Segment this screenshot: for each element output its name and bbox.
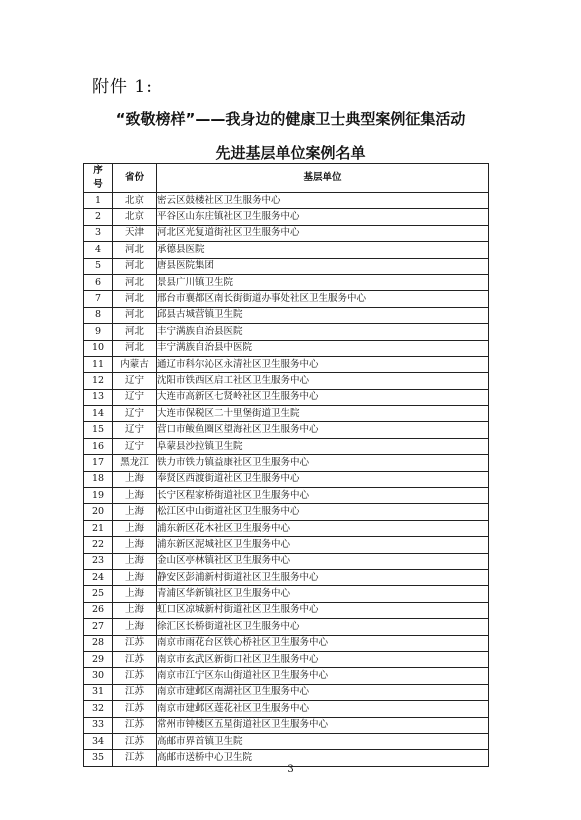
row-number: 15	[84, 422, 113, 438]
table-row	[84, 422, 489, 438]
row-province: 上海	[113, 619, 157, 635]
row-number: 30	[84, 668, 113, 684]
row-number: 27	[84, 619, 113, 635]
row-province: 江苏	[113, 684, 157, 700]
row-number: 18	[84, 471, 113, 487]
header-no	[84, 164, 113, 193]
table-row	[84, 602, 489, 618]
row-number: 5	[84, 258, 113, 274]
row-province: 江苏	[113, 717, 157, 733]
row-province: 上海	[113, 553, 157, 569]
row-unit: 常州市钟楼区五星街道社区卫生服务中心	[157, 717, 489, 733]
table-row	[84, 701, 489, 717]
row-province: 上海	[113, 586, 157, 602]
row-unit: 南京市江宁区东山街道社区卫生服务中心	[157, 668, 489, 684]
table-row	[84, 619, 489, 635]
row-province: 上海	[113, 520, 157, 536]
row-number: 35	[84, 750, 113, 766]
table-row	[84, 373, 489, 389]
row-number: 26	[84, 602, 113, 618]
row-unit: 南京市建邺区南湖社区卫生服务中心	[157, 684, 489, 700]
row-unit: 大连市高新区七贤岭社区卫生服务中心	[157, 389, 489, 405]
row-unit: 南京市建邺区莲花社区卫生服务中心	[157, 701, 489, 717]
row-province: 河北	[113, 274, 157, 290]
row-unit: 密云区鼓楼社区卫生服务中心	[157, 193, 489, 209]
row-number: 19	[84, 488, 113, 504]
row-province: 辽宁	[113, 389, 157, 405]
row-number: 10	[84, 340, 113, 356]
row-unit: 长宁区程家桥街道社区卫生服务中心	[157, 488, 489, 504]
table-header-row	[84, 164, 489, 193]
header-province: 省份	[113, 164, 157, 193]
row-province: 北京	[113, 193, 157, 209]
row-unit: 徐汇区长桥街道社区卫生服务中心	[157, 619, 489, 635]
row-unit: 高邮市界首镇卫生院	[157, 733, 489, 749]
table-row	[84, 389, 489, 405]
row-province: 江苏	[113, 668, 157, 684]
table-row	[84, 635, 489, 651]
row-province: 辽宁	[113, 373, 157, 389]
row-number: 11	[84, 356, 113, 372]
row-number: 3	[84, 225, 113, 241]
header-no-line2: 号	[93, 179, 103, 190]
row-number: 12	[84, 373, 113, 389]
row-province: 上海	[113, 504, 157, 520]
row-unit: 平谷区山东庄镇社区卫生服务中心	[157, 209, 489, 225]
row-province: 江苏	[113, 733, 157, 749]
row-number: 22	[84, 537, 113, 553]
row-number: 7	[84, 291, 113, 307]
table-row	[84, 717, 489, 733]
row-unit: 河北区光复道街社区卫生服务中心	[157, 225, 489, 241]
row-number: 8	[84, 307, 113, 323]
row-unit: 静安区彭浦新村街道社区卫生服务中心	[157, 569, 489, 585]
table-row	[84, 537, 489, 553]
row-province: 天津	[113, 225, 157, 241]
table-row	[84, 651, 489, 667]
row-province: 河北	[113, 258, 157, 274]
row-unit: 邢台市襄都区南长街街道办事处社区卫生服务中心	[157, 291, 489, 307]
table-row	[84, 193, 489, 209]
row-unit: 通辽市科尔沁区永清社区卫生服务中心	[157, 356, 489, 372]
row-unit: 浦东新区花木社区卫生服务中心	[157, 520, 489, 536]
attachment-label: 附件 1:	[92, 77, 153, 97]
row-unit: 南京市玄武区新街口社区卫生服务中心	[157, 651, 489, 667]
row-province: 河北	[113, 307, 157, 323]
table-row	[84, 504, 489, 520]
row-unit: 高邮市送桥中心卫生院	[157, 750, 489, 766]
row-number: 13	[84, 389, 113, 405]
table-row	[84, 324, 489, 340]
row-unit: 铁力市铁力镇益康社区卫生服务中心	[157, 455, 489, 471]
table-row	[84, 274, 489, 290]
row-number: 34	[84, 733, 113, 749]
row-province: 河北	[113, 340, 157, 356]
row-unit: 大连市保税区二十里堡街道卫生院	[157, 406, 489, 422]
table-row	[84, 356, 489, 372]
table-row	[84, 569, 489, 585]
row-province: 上海	[113, 602, 157, 618]
table-row	[84, 733, 489, 749]
row-province: 上海	[113, 537, 157, 553]
row-number: 23	[84, 553, 113, 569]
table-row	[84, 340, 489, 356]
row-province: 江苏	[113, 635, 157, 651]
row-province: 江苏	[113, 701, 157, 717]
row-province: 上海	[113, 471, 157, 487]
row-number: 28	[84, 635, 113, 651]
table-row	[84, 209, 489, 225]
page-number: 3	[287, 764, 294, 775]
row-number: 4	[84, 242, 113, 258]
table-row	[84, 586, 489, 602]
header-no-line1: 序	[93, 165, 103, 176]
document-title: “致敬榜样”——我身边的健康卫士典型案例征集活动	[115, 110, 466, 128]
row-unit: 丰宁满族自治县医院	[157, 324, 489, 340]
row-unit: 阜蒙县沙拉镇卫生院	[157, 438, 489, 454]
table-row	[84, 242, 489, 258]
table-row	[84, 471, 489, 487]
row-province: 江苏	[113, 651, 157, 667]
row-unit: 邱县古城营镇卫生院	[157, 307, 489, 323]
row-unit: 奉贤区西渡街道社区卫生服务中心	[157, 471, 489, 487]
row-province: 辽宁	[113, 438, 157, 454]
row-province: 黑龙江	[113, 455, 157, 471]
table-row	[84, 455, 489, 471]
row-number: 32	[84, 701, 113, 717]
row-province: 内蒙古	[113, 356, 157, 372]
row-number: 21	[84, 520, 113, 536]
row-number: 14	[84, 406, 113, 422]
document-subtitle: 先进基层单位案例名单	[215, 144, 366, 162]
row-number: 20	[84, 504, 113, 520]
table-row	[84, 225, 489, 241]
row-number: 16	[84, 438, 113, 454]
row-province: 上海	[113, 488, 157, 504]
table-row	[84, 668, 489, 684]
row-unit: 景县广川镇卫生院	[157, 274, 489, 290]
row-number: 24	[84, 569, 113, 585]
table-row	[84, 258, 489, 274]
row-unit: 丰宁满族自治县中医院	[157, 340, 489, 356]
row-unit: 南京市雨花台区铁心桥社区卫生服务中心	[157, 635, 489, 651]
row-unit: 沈阳市铁西区启工社区卫生服务中心	[157, 373, 489, 389]
row-province: 江苏	[113, 750, 157, 766]
row-number: 29	[84, 651, 113, 667]
row-province: 上海	[113, 569, 157, 585]
row-number: 17	[84, 455, 113, 471]
row-province: 河北	[113, 324, 157, 340]
row-unit: 松江区中山街道社区卫生服务中心	[157, 504, 489, 520]
header-unit: 基层单位	[157, 164, 489, 193]
row-unit: 浦东新区泥城社区卫生服务中心	[157, 537, 489, 553]
row-province: 辽宁	[113, 422, 157, 438]
row-unit: 青浦区华新镇社区卫生服务中心	[157, 586, 489, 602]
row-number: 31	[84, 684, 113, 700]
table-row	[84, 438, 489, 454]
table-row	[84, 520, 489, 536]
row-number: 6	[84, 274, 113, 290]
table-row	[84, 406, 489, 422]
row-number: 1	[84, 193, 113, 209]
row-unit: 唐县医院集团	[157, 258, 489, 274]
table-row	[84, 291, 489, 307]
row-unit: 营口市鲅鱼圈区望海社区卫生服务中心	[157, 422, 489, 438]
row-number: 25	[84, 586, 113, 602]
table-row	[84, 553, 489, 569]
row-unit: 金山区亭林镇社区卫生服务中心	[157, 553, 489, 569]
row-province: 北京	[113, 209, 157, 225]
row-number: 33	[84, 717, 113, 733]
table-row	[84, 307, 489, 323]
row-number: 2	[84, 209, 113, 225]
row-unit: 承德县医院	[157, 242, 489, 258]
row-number: 9	[84, 324, 113, 340]
row-province: 河北	[113, 291, 157, 307]
table-body	[84, 193, 489, 767]
row-province: 河北	[113, 242, 157, 258]
row-unit: 虹口区凉城新村街道社区卫生服务中心	[157, 602, 489, 618]
table-row	[84, 488, 489, 504]
unit-list-table	[83, 163, 489, 767]
row-province: 辽宁	[113, 406, 157, 422]
table-row	[84, 684, 489, 700]
